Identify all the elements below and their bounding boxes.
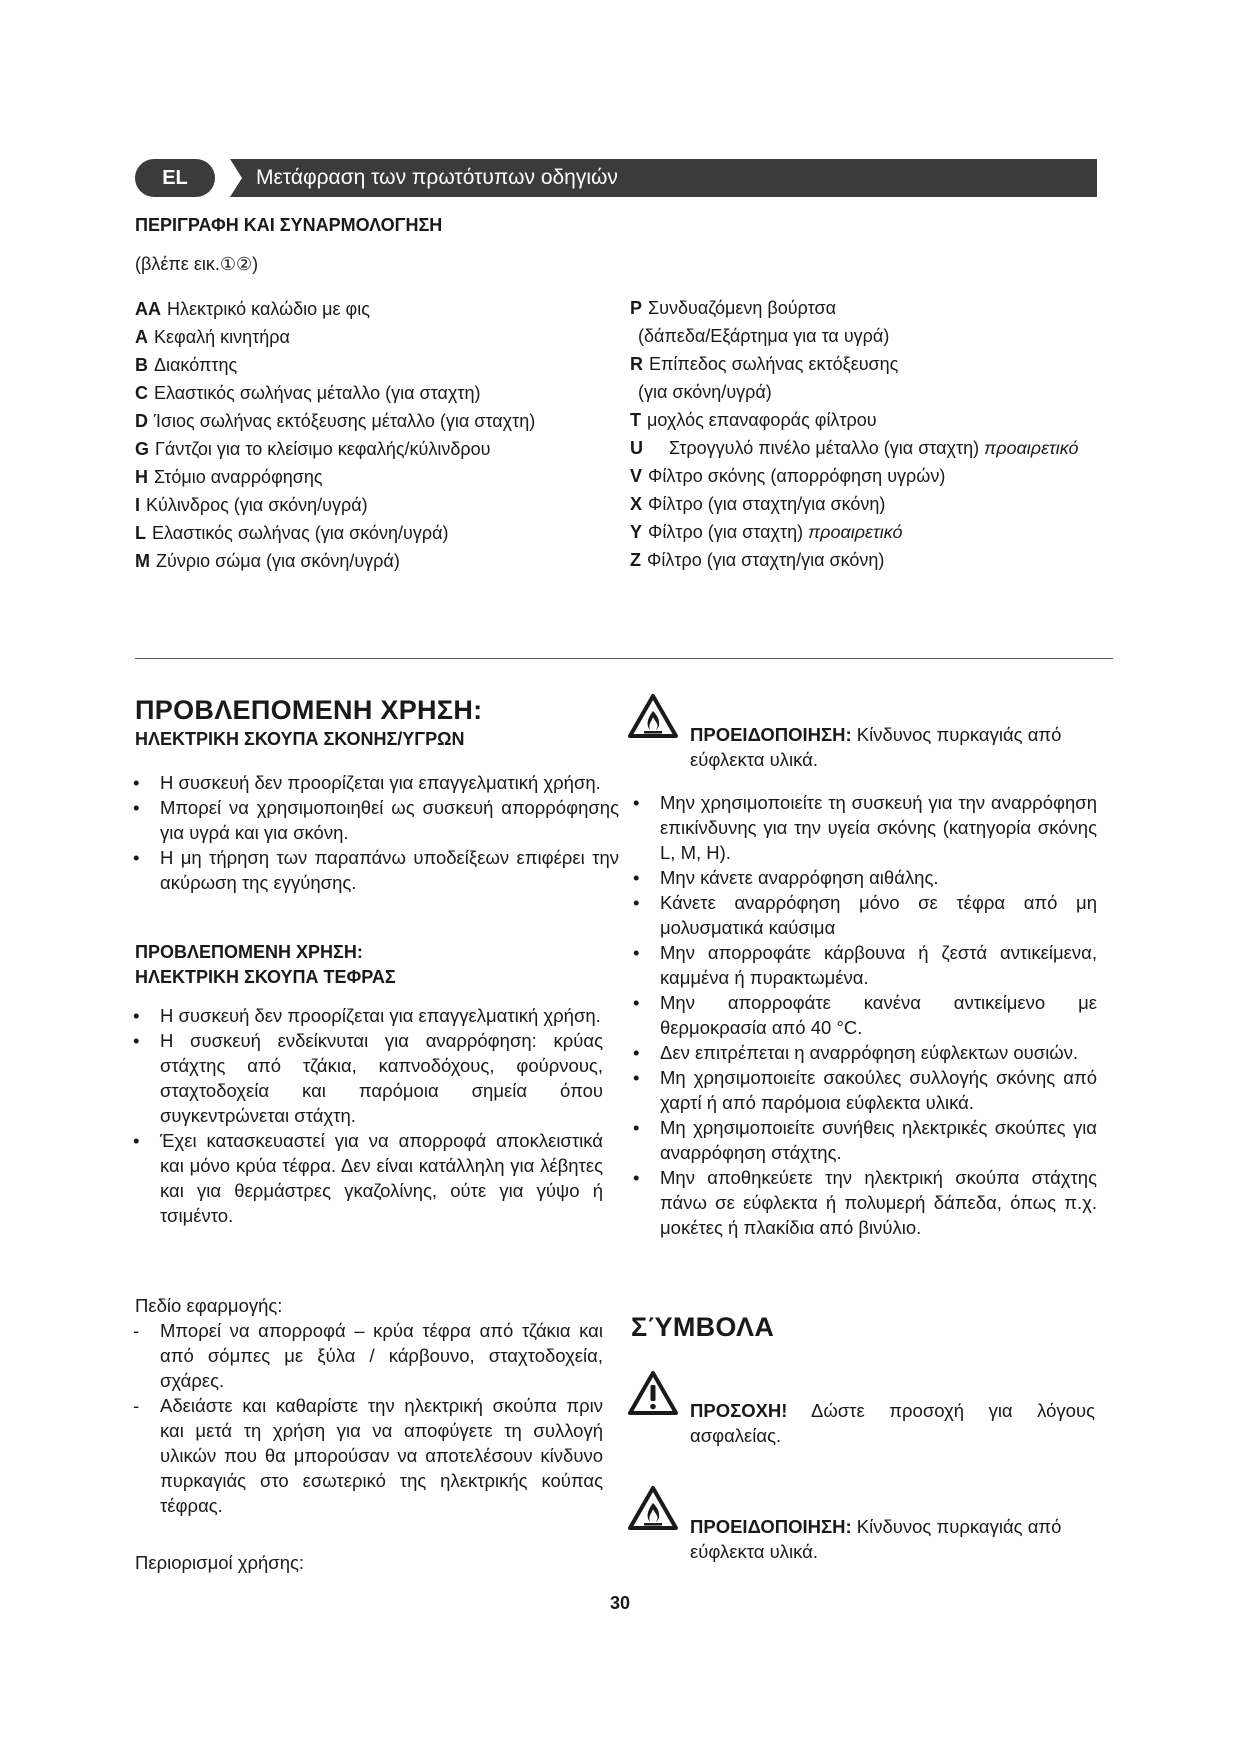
field-label: Πεδίο εφαρμογής: [135, 1295, 283, 1316]
list-item: • Μην χρησιμοποιείτε τη συσκευή για την αναρρόφηση επικίνδυνης για την υγεία σκόνης (κατηγορία σκόνης L, M, H). [631, 790, 1097, 865]
symbols-title: ΣΎΜΒΟΛΑ [631, 1312, 775, 1342]
part-item: H Στόμιο αναρρόφησης [135, 467, 323, 487]
part-item: G Γάντζοι για το κλείσιμο κεφαλής/κύλινδρου [135, 439, 491, 459]
ash-use-title: ΠΡΟΒΛΕΠΟΜΕΝΗ ΧΡΗΣΗ: ΗΛΕΚΤΡΙΚΗ ΣΚΟΥΠΑ ΤΕΦΡΑΣ [135, 942, 396, 987]
list-item: • Έχει κατασκευαστεί για να απορροφά αποκλειστικά και μόνο κρύα τέφρα. Δεν είναι κατάλληλη για λέβητες και για θερμάστρες γκαζολίνης, ούτε για γύψο ή τσιμέντο. [131, 1128, 603, 1228]
part-item: M Ζύνριο σώμα (για σκόνη/υγρά) [135, 551, 400, 571]
part-item: T μοχλός επαναφοράς φίλτρου [630, 410, 877, 430]
warnings-list [631, 790, 1097, 1240]
list-item: • Η μη τήρηση των παραπάνω υποδείξεων επιφέρει την ακύρωση της εγγύησης. [131, 845, 619, 895]
intended-use-title: ΠΡΟΒΛΕΠΟΜΕΝΗ ΧΡΗΣΗ: [135, 695, 483, 725]
ash-use-list [131, 1003, 603, 1228]
page-number: 30 [609, 1593, 631, 1613]
list-item: • Μην απορροφάτε κανένα αντικείμενο με θερμοκρασία από 40 °C. [631, 990, 1097, 1040]
part-item: R Επίπεδος σωλήνας εκτόξευσης [630, 354, 899, 374]
list-item: • Μην κάνετε αναρρόφηση αιθάλης. [631, 865, 1097, 890]
language-code: EL [162, 166, 188, 189]
warning-label: ΠΡΟΕΙΔΟΠΟΙΗΣΗ: [690, 1516, 852, 1537]
see-figures: (βλέπε εικ.①②) [135, 254, 259, 274]
part-item-cont: (δάπεδα/Εξάρτημα για τα υγρά) [638, 326, 890, 346]
description-title: ΠΕΡΙΓΡΑΦΗ ΚΑΙ ΣΥΝΑΡΜΟΛΟΓΗΣΗ [135, 215, 443, 235]
fire-warning: ΠΡΟΕΙΔΟΠΟΙΗΣΗ: Κίνδυνος πυρκαγιάς από εύφλεκτα υλικά. [690, 724, 1062, 770]
part-item: I Κύλινδρος (για σκόνη/υγρά) [135, 495, 368, 515]
list-item: • Μη χρησιμοποιείτε σακούλες συλλογής σκόνης από χαρτί ή από παρόμοια εύφλεκτα υλικά. [631, 1065, 1097, 1115]
fire-warning-icon [627, 693, 679, 739]
list-item: • Μη χρησιμοποιείτε συνήθεις ηλεκτρικές σκούπες για αναρρόφηση στάχτης. [631, 1115, 1097, 1165]
part-item: L Ελαστικός σωλήνας (για σκόνη/υγρά) [135, 523, 449, 543]
list-item: • Μπορεί να χρησιμοποιηθεί ως συσκευή απορρόφησης για υγρά και για σκόνη. [131, 795, 619, 845]
part-item-cont: (για σκόνη/υγρά) [638, 382, 772, 402]
parts-list-left [135, 295, 615, 575]
caution-text: ΠΡΟΣΟΧΗ! Δώστε προσοχή για λόγους ασφαλείας. [690, 1400, 1095, 1446]
list-item: • Δεν επιτρέπεται η αναρρόφηση εύφλεκτων ουσιών. [631, 1040, 1097, 1065]
field-list [131, 1318, 603, 1518]
part-item: P Συνδυαζόμενη βούρτσα [630, 298, 836, 318]
caution-icon [627, 1370, 679, 1416]
list-item: • Η συσκευή δεν προορίζεται για επαγγελματική χρήση. [131, 1003, 603, 1028]
language-badge [135, 159, 215, 197]
parts-list-right [630, 294, 1120, 574]
header-title: Μετάφραση των πρωτότυπων οδηγιών [256, 166, 618, 189]
part-item: V Φίλτρο σκόνης (απορρόφηση υγρών) [630, 466, 946, 486]
fire-warning-symbol-text: ΠΡΟΕΙΔΟΠΟΙΗΣΗ: Κίνδυνος πυρκαγιάς από εύφλεκτα υλικά. [690, 1516, 1062, 1562]
list-item: - Αδειάστε και καθαρίστε την ηλεκτρική σκούπα πριν και μετά τη χρήση για να αποφύγετε τη συλλογή υλικών που θα μπορούσαν να αποτελέσουν κίνδυνο πυρκαγιάς στο εσωτερικό της ηλεκτρικής κούπας τέφρας. [131, 1393, 603, 1518]
list-item: • Μην αποθηκεύετε την ηλεκτρική σκούπα στάχτης πάνω σε εύφλεκτα ή πολυμερή δάπεδα, όπως π.χ. μοκέτες ή πλακίδια από βινύλιο. [631, 1165, 1097, 1240]
part-item: B Διακόπτης [135, 355, 238, 375]
part-item: X Φίλτρο (για σταχτη/για σκόνη) [630, 494, 886, 514]
part-item: D Ίσιος σωλήνας εκτόξευσης μέταλλο (για σταχτη) [135, 411, 536, 431]
intended-use-list [131, 770, 619, 895]
intended-use-subtitle: ΗΛΕΚΤΡΙΚΗ ΣΚΟΥΠΑ ΣΚΟΝΗΣ/ΥΓΡΩΝ [135, 729, 465, 749]
section-divider [135, 658, 1113, 659]
part-item: Y Φίλτρο (για σταχτη) προαιρετικό [630, 522, 903, 542]
list-item: • Μην απορροφάτε κάρβουνα ή ζεστά αντικείμενα, καμμένα ή πυρακτωμένα. [631, 940, 1097, 990]
list-item: - Μπορεί να απορροφά – κρύα τέφρα από τζάκια και από σόμπες με ξύλα / κάρβουνο, σταχτοδοχεία, σχάρες. [131, 1318, 603, 1393]
part-item: A Κεφαλή κινητήρα [135, 327, 290, 347]
part-item: C Ελαστικός σωλήνας μέταλλο (για σταχτη) [135, 383, 481, 403]
part-item: Z Φίλτρο (για σταχτη/για σκόνη) [630, 550, 885, 570]
list-item: • Η συσκευή δεν προορίζεται για επαγγελματική χρήση. [131, 770, 619, 795]
caution-label: ΠΡΟΣΟΧΗ! [690, 1400, 788, 1421]
list-item: • Η συσκευή ενδείκνυται για αναρρόφηση: κρύας στάχτης από τζάκια, καπνοδόχους, φούρνους, σταχτοδοχεία και παρόμοια σημεία όπου συγκεντρώνεται στάχτη. [131, 1028, 603, 1128]
warning-label: ΠΡΟΕΙΔΟΠΟΙΗΣΗ: [690, 724, 852, 745]
part-item: U Στρογγυλό πινέλο μέταλλο (για σταχτη) προαιρετικό [630, 438, 1079, 458]
fire-warning-icon [627, 1485, 679, 1531]
list-item: • Κάνετε αναρρόφηση μόνο σε τέφρα από μη μολυσματικά καύσιμα [631, 890, 1097, 940]
part-item: AA Ηλεκτρικό καλώδιο με φις [135, 299, 370, 319]
limits-label: Περιορισμοί χρήσης: [135, 1552, 305, 1573]
